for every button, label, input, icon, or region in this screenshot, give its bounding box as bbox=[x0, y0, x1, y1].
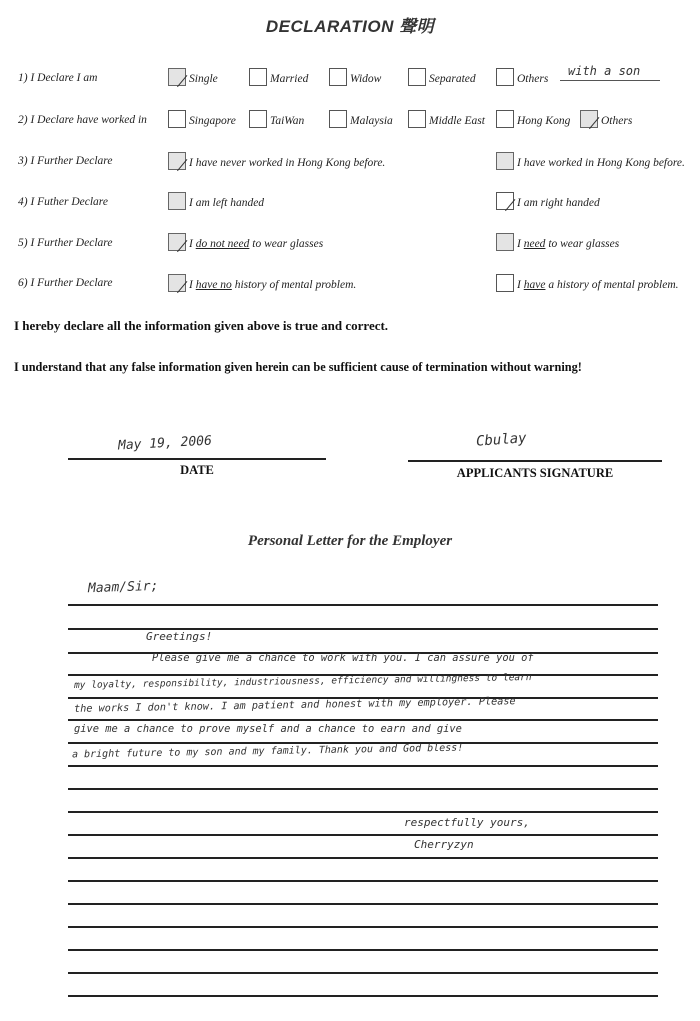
checkbox-malaysia[interactable] bbox=[329, 110, 347, 128]
option-single: Single bbox=[189, 73, 218, 85]
letter-rule bbox=[68, 719, 658, 721]
letter-rule bbox=[68, 949, 658, 951]
letter-closing-name: Cherryzyn bbox=[414, 838, 474, 851]
checkbox-taiwan[interactable] bbox=[249, 110, 267, 128]
row-label-1: 1) I Declare I am bbox=[18, 72, 98, 84]
letter-rule bbox=[68, 972, 658, 974]
letter-rule bbox=[68, 926, 658, 928]
row-label-4: 4) I Futher Declare bbox=[18, 196, 108, 208]
letter-rule bbox=[68, 834, 658, 836]
checkbox-no-mental-history[interactable] bbox=[168, 274, 186, 292]
letter-rule bbox=[68, 811, 658, 813]
signature-line bbox=[408, 460, 662, 462]
letter-rule bbox=[68, 788, 658, 790]
letter-rule bbox=[68, 857, 658, 859]
others-underline bbox=[560, 80, 660, 81]
letter-line-5: a bright future to my son and my family. Thank you and God bless! bbox=[71, 742, 464, 761]
option-left-handed: I am left handed bbox=[189, 197, 265, 209]
letter-rule bbox=[68, 880, 658, 882]
checkbox-left-handed[interactable] bbox=[168, 192, 186, 210]
checkbox-right-handed[interactable] bbox=[496, 192, 514, 210]
row-label-2: 2) I Declare have worked in bbox=[18, 114, 147, 126]
checkbox-never-worked-hk[interactable] bbox=[168, 152, 186, 170]
option-no-mental-history: I have no history of mental problem. bbox=[189, 279, 357, 291]
option-middle-east: Middle East bbox=[429, 115, 485, 127]
letter-greeting: Greetings! bbox=[146, 630, 213, 643]
checkbox-mental-history[interactable] bbox=[496, 274, 514, 292]
option-right-handed: I am right handed bbox=[517, 197, 600, 209]
declaration-false-info: I understand that any false information given herein can be sufficient cause of termination without warning! bbox=[14, 360, 582, 374]
checkbox-worked-hk[interactable] bbox=[496, 152, 514, 170]
option-widow: Widow bbox=[350, 73, 382, 85]
declaration-true-correct: I hereby declare all the information given above is true and correct. bbox=[14, 318, 389, 333]
letter-rule bbox=[68, 995, 658, 997]
option-others-status: Others bbox=[517, 73, 549, 85]
letter-salutation: Maam/Sir; bbox=[87, 578, 159, 597]
letter-line-1: Please give me a chance to work with you. I can assure you of bbox=[152, 652, 534, 664]
option-taiwan: TaiWan bbox=[270, 115, 305, 127]
option-mental-history: I have a history of mental problem. bbox=[517, 279, 679, 291]
signature-label: APPLICANTS SIGNATURE bbox=[456, 466, 614, 480]
letter-rule bbox=[68, 903, 658, 905]
letter-rule bbox=[68, 765, 658, 767]
option-others-worked: Others bbox=[601, 115, 633, 127]
checkbox-widow[interactable] bbox=[329, 68, 347, 86]
checkbox-hong-kong[interactable] bbox=[496, 110, 514, 128]
option-singapore: Singapore bbox=[189, 115, 236, 127]
letter-closing: respectfully yours, bbox=[404, 816, 530, 829]
checkbox-married[interactable] bbox=[249, 68, 267, 86]
checkbox-others-status[interactable] bbox=[496, 68, 514, 86]
checkbox-singapore[interactable] bbox=[168, 110, 186, 128]
date-value: May 19, 2006 bbox=[117, 433, 213, 454]
option-need-glasses: I need to wear glasses bbox=[517, 238, 620, 250]
option-married: Married bbox=[270, 73, 309, 85]
checkbox-no-glasses[interactable] bbox=[168, 233, 186, 251]
option-worked-hk: I have worked in Hong Kong before. bbox=[517, 157, 685, 169]
letter-title: Personal Letter for the Employer bbox=[247, 533, 453, 549]
checkbox-middle-east[interactable] bbox=[408, 110, 426, 128]
checkbox-need-glasses[interactable] bbox=[496, 233, 514, 251]
page-title: DECLARATION 聲明 bbox=[265, 17, 435, 36]
letter-rule bbox=[68, 604, 658, 606]
checkbox-others-worked[interactable] bbox=[580, 110, 598, 128]
date-label: DATE bbox=[180, 463, 214, 477]
letter-line-2: my loyalty, responsibility, industriousness, efficiency and willingness to learn bbox=[73, 672, 532, 691]
signature-value: Cbulay bbox=[475, 430, 528, 450]
row-label-5: 5) I Further Declare bbox=[18, 237, 113, 249]
row-label-3: 3) I Further Declare bbox=[18, 155, 113, 167]
letter-line-3: the works I don't know. I am patient and honest with my employer. Please bbox=[73, 696, 516, 715]
checkbox-single[interactable] bbox=[168, 68, 186, 86]
letter-line-4: give me a chance to prove myself and a chance to earn and give bbox=[74, 723, 462, 735]
date-line bbox=[68, 458, 326, 460]
others-handwritten: with a son bbox=[568, 64, 641, 78]
option-separated: Separated bbox=[429, 73, 476, 85]
option-malaysia: Malaysia bbox=[350, 115, 393, 127]
row-label-6: 6) I Further Declare bbox=[18, 277, 113, 289]
option-hong-kong: Hong Kong bbox=[517, 115, 571, 127]
option-no-glasses: I do not need to wear glasses bbox=[189, 238, 324, 250]
checkbox-separated[interactable] bbox=[408, 68, 426, 86]
option-never-worked-hk: I have never worked in Hong Kong before. bbox=[189, 157, 386, 169]
